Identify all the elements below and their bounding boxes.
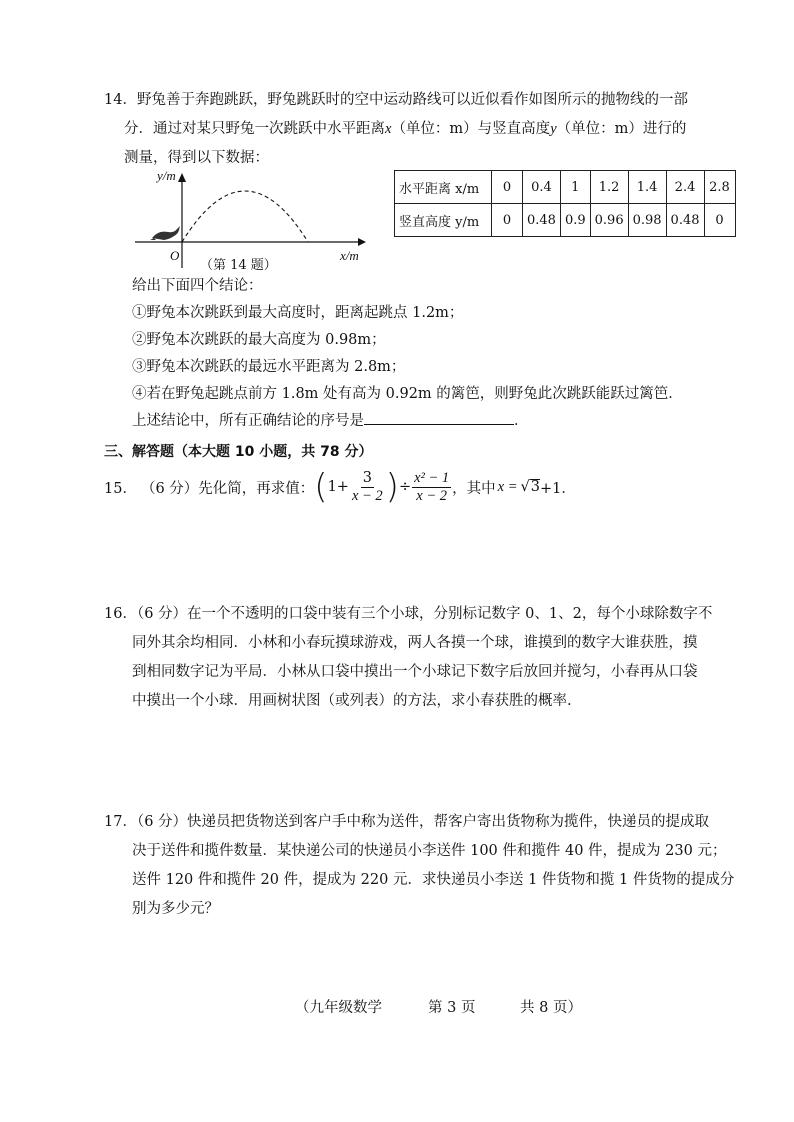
footer-page: 第 3 页 <box>428 1000 476 1016</box>
x-equals: x = <box>497 478 518 495</box>
table-cell: 0.96 <box>590 204 628 237</box>
q14-number: 14． <box>104 92 137 108</box>
table-cell: 0.9 <box>560 204 590 237</box>
table-cell: 0 <box>704 204 735 237</box>
q14-question <box>132 410 529 431</box>
table-cell: 0.48 <box>666 204 704 237</box>
fraction-2-denominator: x − 2 <box>416 487 447 504</box>
right-paren: ) <box>385 467 399 507</box>
one-plus: 1+ <box>327 479 349 495</box>
q17-number: 17． <box>104 814 137 830</box>
fraction-1 <box>350 470 385 505</box>
x-axis-arrow <box>358 238 366 246</box>
table-row-horizontal-distance <box>395 171 736 204</box>
fraction-2 <box>412 470 451 505</box>
table-cell: 0 <box>492 171 523 204</box>
parabola-path <box>182 191 308 242</box>
table-cell: 0.98 <box>628 204 666 237</box>
q17-line-1 <box>104 812 709 832</box>
table-cell: 0 <box>492 204 523 237</box>
conclusion-3: ③野兔本次跳跃的最远水平距离为 2.8m； <box>132 359 406 375</box>
figure-caption: （第 14 题） <box>200 258 277 273</box>
q15-line <box>104 465 576 509</box>
var-y: y <box>550 121 557 137</box>
q16-number: 16． <box>104 606 137 622</box>
origin-label: O <box>170 248 180 263</box>
plus-one: +1． <box>540 480 576 497</box>
q14-line-3: 测量，得到以下数据： <box>124 150 269 166</box>
q14-question-end: ． <box>514 413 529 429</box>
conclusion-4: ④若在野兔起跳点前方 1.8m 处有高为 0.92m 的篱笆，则野兔此次跳跃能跃过篱笆． <box>132 386 683 402</box>
section-title: 三、解答题（本大题 10 小题，共 78 分） <box>104 444 373 460</box>
q16-line-1 <box>104 604 712 624</box>
conclusion-2: ②野兔本次跳跃的最大高度为 0.98m； <box>132 332 386 348</box>
table-row-vertical-height <box>395 204 736 237</box>
q14-line-1 <box>104 90 688 110</box>
sqrt-value: 3 <box>530 479 541 495</box>
table-cell: 0.48 <box>523 204 561 237</box>
table-cell: 1.4 <box>628 171 666 204</box>
table-cell: 2.4 <box>666 171 704 204</box>
table-header-x: 水平距离 x/m <box>395 171 492 204</box>
q16-line-2: 同外其余均相同．小林和小春玩摸球游戏，两人各摸一个球，谁摸到的数字大谁获胜，摸 <box>132 635 698 651</box>
x-axis-label: x/m <box>340 248 359 263</box>
fraction-1-numerator: 3 <box>362 469 372 486</box>
q14-text-line2a: 分．通过对某只野兔一次跳跃中水平距离 <box>124 121 385 137</box>
q16-line-3: 到相同数字记为平局．小林从口袋中摸出一个小球记下数字后放回并搅匀，小春再从口袋 <box>132 664 698 680</box>
q17-line-4: 别为多少元？ <box>132 901 219 917</box>
table-cell: 2.8 <box>704 171 735 204</box>
answer-blank <box>364 410 514 425</box>
fraction-1-denominator: x − 2 <box>351 487 383 504</box>
q16-text-line1: （6 分）在一个不透明的口袋中装有三个小球，分别标记数字 0、1、2，每个小球除数字不 <box>136 606 713 622</box>
q17-line-2: 决于送件和揽件数量．某快递公司的快递员小李送件 100 件和揽件 40 件，提成为 230 元； <box>132 843 727 859</box>
left-paren: ( <box>314 467 328 507</box>
fraction-2-numerator: x² − 1 <box>414 469 450 486</box>
y-axis-label: y/m <box>157 168 176 183</box>
q14-text-line2b: （单位：m）与竖直高度 <box>391 121 551 137</box>
q14-given: 给出下面四个结论： <box>132 278 263 294</box>
conclusion-1: ①野兔本次跳跃到最大高度时，距离起跳点 1.2m； <box>132 305 464 321</box>
q17-line-3: 送件 120 件和揽件 20 件，提成为 220 元．求快递员小李送 1 件货物和揽 1 件货物的提成分 <box>132 872 735 888</box>
table-header-y: 竖直高度 y/m <box>395 204 492 237</box>
q14-data-table <box>394 170 736 237</box>
footer-total: 共 8 页） <box>520 1000 582 1016</box>
table-cell: 0.4 <box>523 171 561 204</box>
table-cell: 1.2 <box>590 171 628 204</box>
where-text: ，其中 <box>452 480 496 497</box>
y-axis-arrow <box>178 173 186 182</box>
q14-text-line2c: （单位：m）进行的 <box>556 121 687 137</box>
divide-sign: ÷ <box>398 479 412 495</box>
rabbit-icon <box>150 226 180 240</box>
table-cell: 1 <box>560 171 590 204</box>
q17-text-line1: （6 分）快递员把货物送到客户手中称为送件，帮客户寄出货物称为揽件，快递员的提成取 <box>136 814 710 830</box>
q14-question-text: 上述结论中，所有正确结论的序号是 <box>132 413 364 429</box>
q16-line-4: 中摸出一个小球．用画树状图（或列表）的方法，求小春获胜的概率. <box>132 693 572 709</box>
q14-text-line1: 野兔善于奔跑跳跃，野兔跳跃时的空中运动路线可以近似看作如图所示的抛物线的一部 <box>136 92 688 108</box>
q15-number: 15． <box>104 480 137 497</box>
q15-text: （6 分）先化简，再求值： <box>140 480 315 497</box>
q14-line-2 <box>124 119 686 139</box>
footer-subject: （九年级数学 <box>295 1000 382 1016</box>
sqrt-sign: √ <box>520 479 530 495</box>
var-x: x <box>385 121 392 137</box>
